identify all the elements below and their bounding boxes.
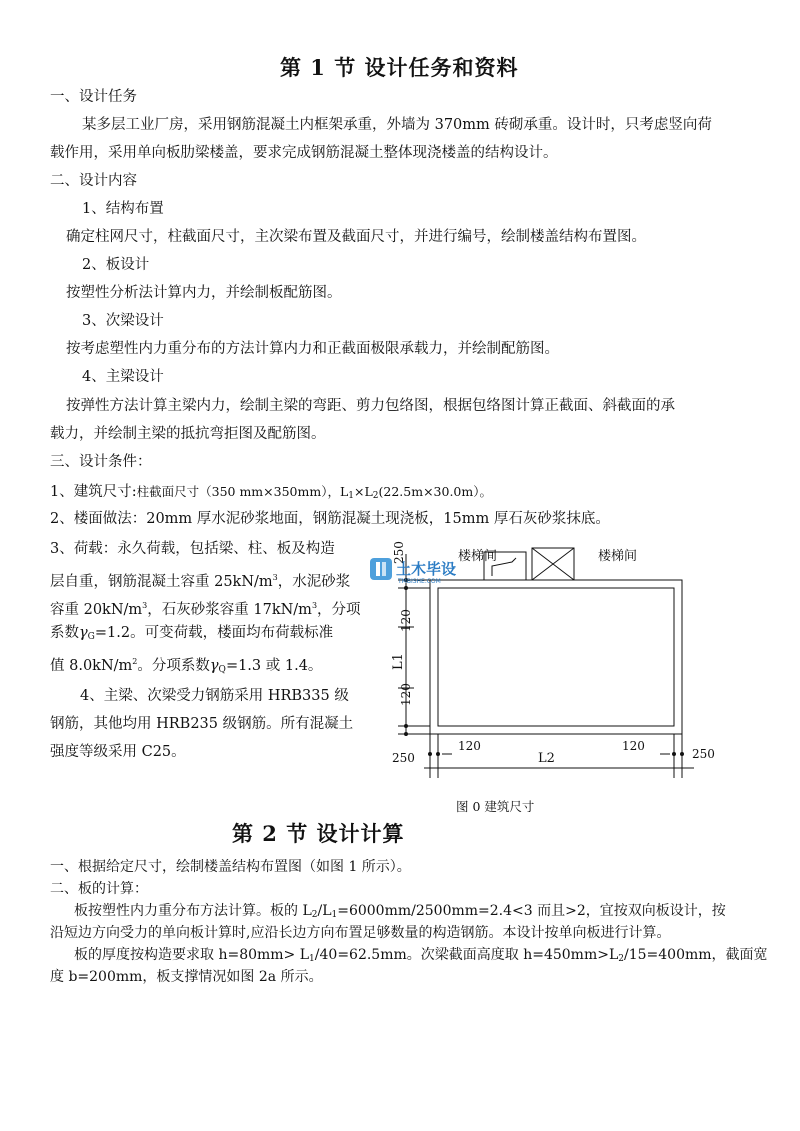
section-1-title: 第 1 节 设计任务和资料: [280, 55, 519, 80]
gamma-symbol: γ: [209, 658, 219, 674]
condition-3-l3-c: ，分项: [317, 602, 361, 618]
gamma-symbol: γ: [79, 625, 88, 641]
condition-3-l5-c: =1.3 或 1.4。: [225, 658, 323, 674]
subscript-g: G: [87, 632, 95, 642]
condition-1-label: 1、建筑尺寸:: [50, 484, 137, 500]
dim-dot: [404, 724, 408, 728]
subscript-1: 1: [309, 954, 315, 964]
heading-design-task: 一、设计任务: [50, 89, 137, 105]
dim-dot: [436, 752, 440, 756]
item-4-text-line-2: 载力，并绘制主梁的抵抗弯拒图及配筋图。: [50, 426, 326, 442]
superscript-2: 2: [132, 657, 138, 666]
dim-dot: [672, 752, 676, 756]
condition-3-line-5: [50, 648, 322, 684]
stair-label-left: 楼梯间: [458, 549, 498, 564]
slab-p1-a: 板按塑性内力重分布方法计算。板的 L: [74, 903, 312, 919]
condition-3-l5-a: 值 8.0kN/m: [50, 658, 133, 674]
slab-p2-a: 板的厚度按构造要求取 h=80mm> L: [74, 947, 310, 963]
condition-4-line-1: 4、主梁、次梁受力钢筋采用 HRB335 级: [80, 688, 349, 704]
figure-0-caption: 图 0 建筑尺寸: [456, 799, 535, 814]
item-4-text-line-1: 按弹性方法计算主梁内力，绘制主梁的弯距、剪力包络图，根据包络图计算正截面、斜截面的承: [66, 398, 675, 414]
dim-l2: L2: [538, 751, 555, 766]
superscript-3: 3: [311, 601, 318, 610]
item-2-text: 按塑性分析法计算内力，并绘制板配筋图。: [66, 285, 342, 301]
condition-3-line-1: 3、荷载：永久荷载，包括梁、柱、板及构造: [50, 541, 335, 557]
dim-dot: [404, 732, 408, 736]
item-3-text: 按考虑塑性内力重分布的方法计算内力和正截面极限承载力，并绘制配筋图。: [66, 341, 559, 357]
item-2-title: 2、板设计: [82, 257, 150, 273]
condition-1-sub-2: 2: [372, 491, 379, 501]
task-text-line-2: 载作用，采用单向板肋梁楼盖，要求完成钢筋混凝土整体现浇楼盖的结构设计。: [50, 145, 558, 161]
subscript-2: 2: [311, 910, 318, 920]
dim-120-lower: 120: [399, 683, 413, 706]
condition-3-l5-b: 。分项系数: [137, 658, 210, 674]
watermark-text: 土木毕设: [396, 560, 457, 578]
dim-dot: [680, 752, 684, 756]
condition-2: 2、楼面做法：20mm 厚水泥砂浆地面，钢筋混凝土现浇板，15mm 厚石灰砂浆抹底。: [50, 511, 610, 527]
inner-wall: [438, 588, 674, 726]
superscript-3: 3: [142, 601, 148, 610]
condition-1-sub-1: 1: [348, 491, 354, 501]
dim-120-upper: 120: [399, 609, 413, 632]
dim-l1: L1: [391, 653, 406, 670]
logo-mark-icon: [370, 558, 392, 580]
step-1-layout: 一、根据给定尺寸，绘制楼盖结构布置图（如图 1 所示）。: [50, 859, 411, 875]
superscript-3: 3: [272, 573, 278, 582]
watermark-subtext: TMBISHE.COM: [398, 578, 441, 585]
dim-120-bottom-left: 120: [458, 739, 481, 753]
slab-para-1-line-2: 沿短边方向受力的单向板计算时,应沿长边方向布置足够数量的构造钢筋。本设计按单向板进行计算。: [50, 925, 671, 941]
dim-dot: [428, 752, 432, 756]
condition-3-l3-a: 容重 20kN/m: [50, 602, 143, 618]
condition-3-l2-text: 层自重，钢筋混凝土容重 25kN/m: [50, 574, 273, 590]
condition-3-l3-b: ，石灰砂浆容重 17kN/m: [147, 602, 312, 618]
dim-120-bottom-right: 120: [622, 739, 645, 753]
heading-slab-calc: 二、板的计算：: [50, 881, 148, 897]
condition-3-l4-b: =1.2。可变荷载，楼面均布荷载标准: [94, 625, 334, 641]
task-text-line-1: 某多层工业厂房，采用钢筋混凝土内框架承重，外墙为 370mm 砖砌承重。设计时，只考虑竖向荷: [82, 117, 712, 133]
heading-design-content: 二、设计内容: [50, 173, 137, 189]
outer-wall: [430, 580, 682, 734]
item-4-title: 4、主梁设计: [82, 369, 164, 385]
item-1-title: 1、结构布置: [82, 201, 164, 217]
heading-design-conditions: 三、设计条件：: [50, 454, 152, 470]
item-3-title: 3、次梁设计: [82, 313, 164, 329]
condition-1-text: 柱截面尺寸（350 mm×350mm），L: [136, 484, 349, 499]
condition-3-l2-tail: ，水泥砂浆: [277, 574, 351, 590]
condition-4-line-3: 强度等级采用 C25。: [50, 744, 186, 760]
stair-label-right: 楼梯间: [598, 549, 638, 564]
slab-para-2-line-2: 度 b=200mm，板支撑情况如图 2a 所示。: [50, 969, 323, 985]
condition-1-dims: (22.5m×30.0m）。: [378, 484, 492, 499]
slab-p1-c: =6000mm/2500mm=2.4<3 而且>2，宜按双向板设计，按: [337, 903, 726, 919]
dim-250-left: 250: [392, 751, 415, 765]
condition-3-line-4: [50, 620, 333, 651]
subscript-1: 1: [331, 910, 338, 920]
slab-p2-b: /40=62.5mm。次梁截面高度取 h=450mm>L: [314, 947, 619, 963]
item-1-text: 确定柱网尺寸，柱截面尺寸，主次梁布置及截面尺寸，并进行编号，绘制楼盖结构布置图。: [66, 229, 646, 245]
condition-3-l4-a: 系数: [50, 625, 79, 641]
condition-4-line-2: 钢筋，其他均用 HRB235 级钢筋。所有混凝土: [50, 716, 354, 732]
watermark-logo: [368, 552, 478, 588]
subscript-q: Q: [218, 665, 226, 675]
section-2-title: 第 2 节 设计计算: [232, 821, 405, 846]
dim-250-top: 250: [392, 541, 406, 564]
slab-p1-b: /L: [317, 903, 332, 919]
slab-p2-c: /15=400mm，截面宽: [624, 947, 768, 963]
condition-1-times: ×L: [354, 484, 373, 499]
dim-250-right: 250: [692, 747, 715, 761]
subscript-2: 2: [618, 954, 624, 964]
